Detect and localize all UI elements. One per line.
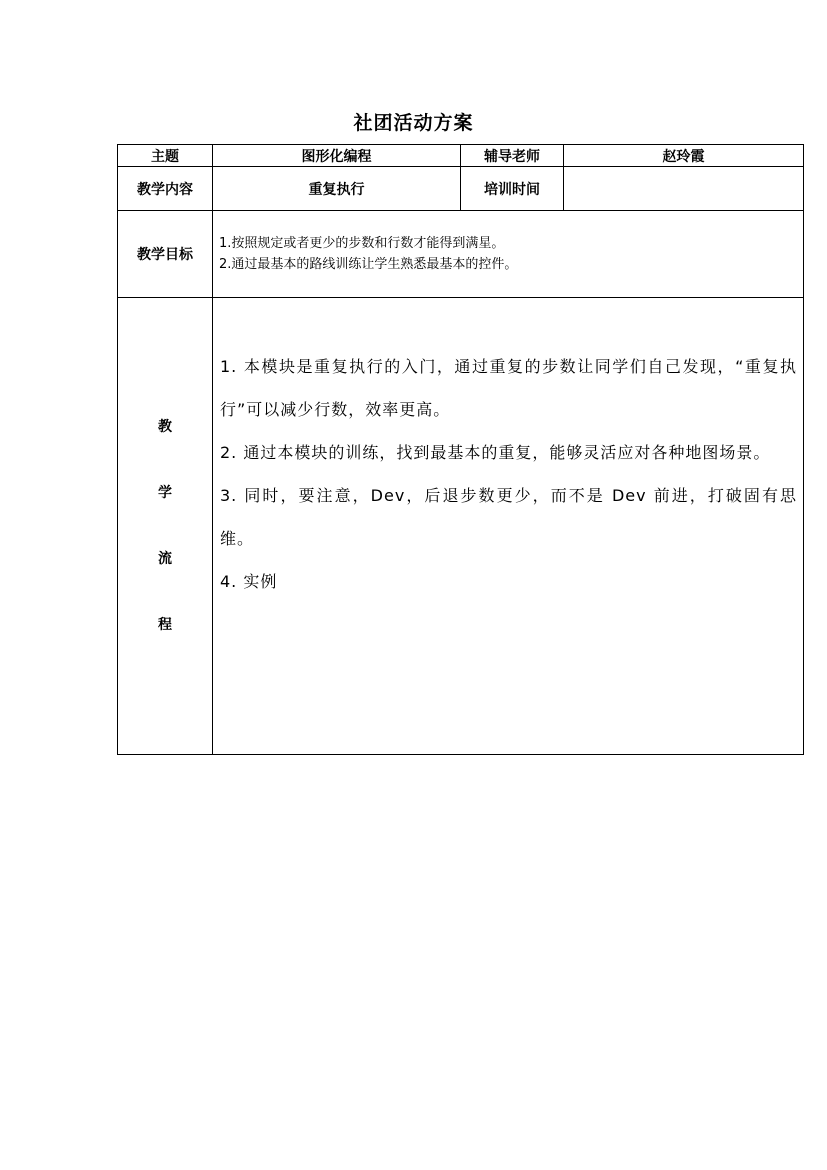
document-title: 社团活动方案 [353, 112, 474, 134]
process-label-char: 程 [158, 617, 172, 633]
process-paragraph: 1. 本模块是重复执行的入门，通过重复的步数让同学们自己发现，“重复执行”可以减少行数，效率更高。 [220, 357, 797, 419]
process-label [118, 298, 213, 755]
goal-item: 1.按照规定或者更少的步数和行数才能得到满星。 [219, 236, 505, 251]
table-row-process [118, 298, 804, 755]
content-label: 教学内容 [118, 167, 213, 211]
process-paragraph: 2. 通过本模块的训练，找到最基本的重复，能够灵活应对各种地图场景。 [220, 443, 771, 462]
table-row-content [118, 167, 804, 211]
process-content [213, 298, 804, 755]
process-label-char: 流 [158, 551, 172, 567]
teacher-value: 赵玲霞 [564, 145, 804, 167]
teacher-label: 辅导老师 [461, 145, 564, 167]
time-value [564, 167, 804, 211]
goals-content [213, 211, 804, 298]
goals-label: 教学目标 [118, 211, 213, 298]
topic-label: 主题 [118, 145, 213, 167]
process-paragraph: 4. 实例 [220, 572, 278, 591]
process-label-char: 学 [158, 485, 172, 501]
table-row-goals [118, 211, 804, 298]
process-label-char: 教 [158, 419, 172, 435]
time-label: 培训时间 [461, 167, 564, 211]
process-paragraph: 3. 同时，要注意，Dev，后退步数更少，而不是 Dev 前进，打破固有思维。 [220, 486, 797, 548]
goal-item: 2.通过最基本的路线训练让学生熟悉最基本的控件。 [219, 257, 518, 272]
topic-value: 图形化编程 [213, 145, 461, 167]
content-value: 重复执行 [213, 167, 461, 211]
activity-plan-table [117, 144, 804, 755]
table-row-topic [118, 145, 804, 167]
